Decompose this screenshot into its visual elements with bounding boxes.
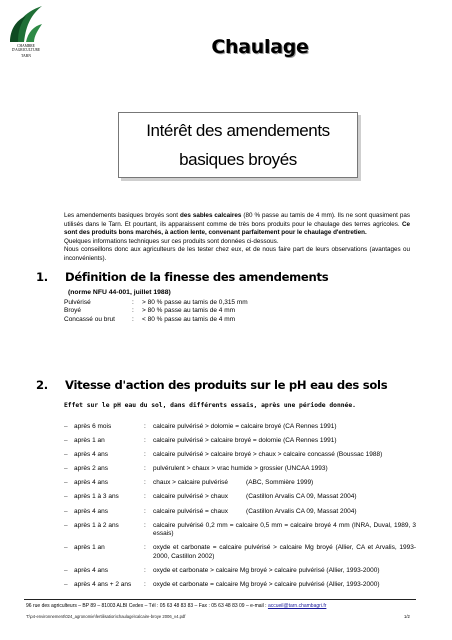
footer-divider [24,599,416,600]
footer-address: 96 rue des agriculteurs – BP 89 – 81003 ALBI Cedex – Tél : 05 63 48 83 83 – Fax : 05 63 48 83 09 – e-mail : [26,603,267,609]
section-2-lead: Effet sur le pH eau du sol, dans différents essais, après une période donnée. [64,402,356,409]
footer-email-link[interactable]: accueil@tarn.chambagri.fr [267,603,327,609]
logo-text-line-2: D'AGRICULTURE [11,48,41,52]
intro-paragraph-3: Nous conseillons donc aux agriculteurs de les tester chez eux, et de nous faire part de leurs observations (avantages ou inconvénients). [64,246,410,262]
list-item: – après 6 mois : calcaire pulvérisé > dolomie = calcaire broyé (CA Rennes 1991) [64,423,337,430]
logo-text-line-1: CHAMBRE [17,44,35,48]
subtitle-line-1: Intérêt des amendements [146,121,330,140]
list-item: – après 4 ans : oxyde et carbonate > calcaire Mg broyé > calcaire pulvérisé (Allier, 1993-2000) [64,567,380,575]
list-item: – après 2 ans : pulvérulent > chaux > vrac humide > grossier (UNCAA 1993) [64,465,328,473]
logo-city: TARN [20,54,32,58]
finesse-definition-list [64,299,248,324]
ph-results-list [64,423,416,595]
section-2-number: 2. [36,378,48,392]
subtitle-box [118,112,358,178]
subtitle-line-2: basiques broyés [179,150,297,169]
section-1-heading [36,270,328,284]
footer-contact [26,603,420,609]
list-item: – après 1 à 2 ans : calcaire pulvérisé 0,2 mm = calcaire 0,5 mm = calcaire broyé 4 mm (INRA, Duval, 1989, 3 essais) [64,521,416,538]
section-1-number: 1. [36,270,48,284]
list-item: – après 4 ans : calcaire pulvérisé = chaux (Castillon Arvalis CA 09, Massat 2004) [64,507,357,515]
page-title: Chaulage [211,36,309,58]
list-item: – après 1 an : oxyde et carbonate = calcaire pulvérisé > calcaire Mg broyé (Allier, CA et Arvalis, 1993-2000, Castillon 2002) [64,544,416,560]
definition-row: Broyé : > 80 % passe au tamis de 4 mm [64,307,236,315]
intro-text [64,212,410,264]
section-1-norm: (norme NFU 44-001, juillet 1988) [68,289,171,296]
intro-paragraph-2: Quelques informations techniques sur ces produits sont données ci-dessous. [64,237,279,245]
intro-paragraph-1: Les amendements basiques broyés sont des sables calcaires (80 % passe au tamis de 4 mm). Ils ne sont quasiment pas utilisés dans le Tarn. Et pourtant, ils apparaissent comme de très bons produits pour le chaulage des terres agricoles. Ce sont des produits bons marchés, à action lente, convenant parfaitement pour le chaulage d'entretien. [64,212,411,237]
chambre-agriculture-logo [8,4,44,58]
list-item: – après 4 ans : chaux > calcaire pulvérisé (ABC, Sommière 1999) [64,479,314,487]
section-2-title: Vitesse d'action des produits sur le pH eau des sols [65,378,388,392]
section-1-title: Définition de la finesse des amendements [65,270,329,284]
definition-row: Pulvérisé : > 80 % passe au tamis de 0,315 mm [64,299,248,306]
page-number: 1/2 [404,614,410,619]
list-item: – après 1 à 3 ans : calcaire pulvérisé > chaux (Castillon Arvalis CA 09, Massat 2004) [64,493,357,501]
list-item: – après 1 an : calcaire pulvérisé > calcaire broyé = dolomie (CA Rennes 1991) [64,437,337,445]
definition-row: Concassé ou brut : < 80 % passe au tamis de 4 mm [64,315,236,323]
logo-leaf-icon [8,4,44,44]
section-2-heading [36,378,387,392]
list-item: – après 4 ans : calcaire pulvérisé > calcaire broyé > chaux > calcaire concassé (Boussac 1988) [64,451,383,459]
list-item: – après 4 ans + 2 ans : oxyde et carbonate = calcaire Mg broyé > calcaire pulvérisé (Allier, 1993-2000) [64,581,380,589]
footer-file-path: T:\p4-environnement\024_agronomie\fertilisation\chaulage\calcaire-broye 2006_v4.pdf [26,614,186,619]
